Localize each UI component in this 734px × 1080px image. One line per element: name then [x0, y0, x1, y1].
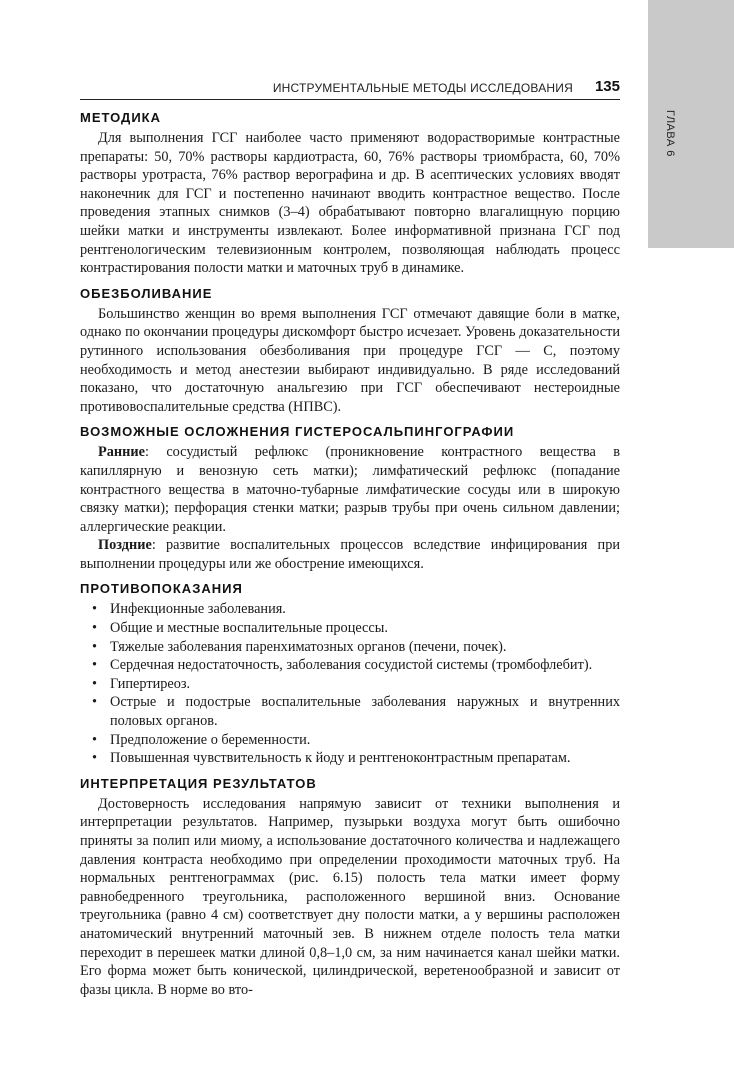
early-text: : сосудистый рефлюкс (проникновение контрастного вещества в капиллярную и венозную сеть матки); лимфатический рефлюкс (попадание контрастного вещества в маточно-тубарные лимфатические сосуды или в широкую связку матки); перфорация стенки матки; разрыв трубы при очень сильном давлении; аллергические реакции.	[80, 444, 620, 535]
list-item: • Предположение о беременности.	[80, 731, 620, 750]
section-heading: ВОЗМОЖНЫЕ ОСЛОЖНЕНИЯ ГИСТЕРОСАЛЬПИНГОГРАФИИ	[80, 424, 515, 440]
list-item: • Гипертиреоз.	[80, 675, 620, 694]
paragraph: Большинство женщин во время выполнения ГСГ отмечают давящие боли в матке, однако по окончании процедуры дискомфорт быстро исчезает. Уровень доказательности рутинного использования обезболивания при процедуре ГСГ — С, поэтому необходимость и метод анестезии выбирают индивидуально. В ряде исследований показано, что достаточную анальгезию при ГСГ обеспечивают нестероидные противовоспалительные средства (НПВС).	[80, 305, 620, 415]
section-heading: МЕТОДИКА	[80, 110, 161, 125]
section-anesthesia	[80, 286, 620, 417]
section-complications	[80, 424, 620, 573]
section-heading: ПРОТИВОПОКАЗАНИЯ	[80, 581, 243, 597]
list-item: • Тяжелые заболевания паренхиматозных органов (печени, почек).	[80, 638, 620, 657]
section-contraindications	[80, 581, 620, 767]
section-heading: ИНТЕРПРЕТАЦИЯ РЕЗУЛЬТАТОВ	[80, 775, 317, 791]
section-method	[80, 110, 620, 278]
page-body	[80, 102, 620, 999]
running-title: ИНСТРУМЕНТАЛЬНЫЕ МЕТОДЫ ИССЛЕДОВАНИЯ	[272, 81, 573, 95]
late-label: Поздние	[98, 537, 152, 554]
section-interpretation	[80, 776, 620, 1000]
list-item: • Инфекционные заболевания.	[80, 600, 620, 619]
late-text: : развитие воспалительных процессов вследствие инфицирования при выполнении процедуры или же обострение имеющихся.	[80, 537, 620, 572]
list-item: • Общие и местные воспалительные процессы.	[80, 619, 620, 638]
running-header	[80, 74, 620, 100]
early-label: Ранние	[98, 444, 145, 461]
section-heading: ОБЕЗБОЛИВАНИЕ	[80, 285, 213, 301]
contraindications-list	[80, 600, 620, 767]
paragraph: Достоверность исследования напрямую зависит от техники выполнения и интерпретации результатов. Например, пузырьки воздуха могут быть ошибочно приняты за полип или миому, а использование достаточного количества и надлежащего давления контраста необходимо при определении проходимости маточных труб. На нормальных рентгенограммах (рис. 6.15) полость тела матки имеет форму равнобедренного треугольника, расположенного вершиной вниз. Основание треугольника (равно 4 см) соответствует дну полости матки, а у вершины расположен анатомический внутренний маточный зев. В нижнем отделе полость тела матки переходит в перешеек матки длиной 0,8–1,0 см, за ним начинается канал шейки матки. Его форма может быть конической, цилиндрической, веретенообразной и зависит от фазы цикла. В норме во вто-	[80, 795, 620, 998]
paragraph-late	[80, 536, 620, 573]
page-number: 135	[594, 78, 620, 95]
list-item: • Острые и подострые воспалительные заболевания наружных и внутренних половых органов.	[80, 693, 620, 730]
list-item: • Повышенная чувствительность к йоду и рентгеноконтрастным препаратам.	[80, 749, 620, 768]
paragraph-early	[80, 443, 620, 536]
paragraph: Для выполнения ГСГ наиболее часто применяют водорастворимые контрастные препараты: 50, 70% растворы кардиотраста, 60, 76% растворы триомбраста, 60, 70% растворы уротраста, 76% раствор верографина и др. В асептических условиях вводят наконечник для ГСГ и постепенно начинают вводить контрастное вещество. После проведения этапных снимков (3–4) обрабатывают повторно влагалищную порцию шейки матки и инструменты извлекают. Более информативной признана ГСГ под рентгенологическим телевизионным контролем, позволяющая наблюдать процесс контрастирования полости матки и маточных труб в динамике.	[80, 130, 620, 277]
chapter-side-tab	[648, 0, 734, 248]
list-item: • Сердечная недостаточность, заболевания сосудистой системы (тромбофлебит).	[80, 656, 620, 675]
chapter-tab-label: ГЛАВА 6	[664, 110, 676, 157]
